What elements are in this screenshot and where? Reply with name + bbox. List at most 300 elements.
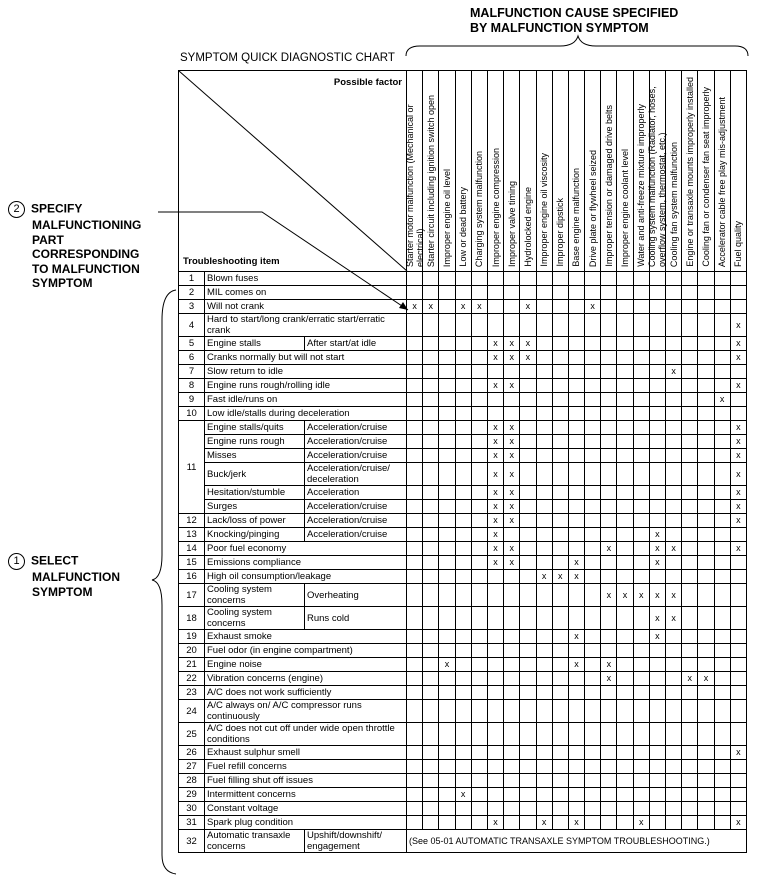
factor-cell xyxy=(568,421,584,435)
factor-cell xyxy=(698,337,714,351)
factor-cell xyxy=(520,774,536,788)
factor-mark: x xyxy=(730,351,746,365)
factor-cell xyxy=(617,435,633,449)
factor-cell xyxy=(601,700,617,723)
factor-cell xyxy=(568,379,584,393)
factor-cell xyxy=(552,760,568,774)
factor-cell xyxy=(439,788,455,802)
table-row xyxy=(179,407,747,421)
factor-cell xyxy=(730,365,746,379)
factor-cell xyxy=(601,686,617,700)
factor-cell xyxy=(536,435,552,449)
factor-mark: x xyxy=(407,300,423,314)
factor-label: Engine or transaxle mounts improperly installed xyxy=(684,77,695,267)
table-row xyxy=(179,700,747,723)
factor-cell xyxy=(633,272,649,286)
factor-label: Base engine malfunction xyxy=(571,168,582,267)
factor-cell xyxy=(714,644,730,658)
factor-label: Accelerator cable free play mis-adjustment xyxy=(717,96,728,267)
symptom-item: Surges xyxy=(205,500,305,514)
factor-cell xyxy=(520,802,536,816)
factor-cell xyxy=(649,379,665,393)
factor-cell xyxy=(585,700,601,723)
factor-cell xyxy=(455,644,471,658)
table-row xyxy=(179,500,747,514)
factor-cell xyxy=(487,760,503,774)
factor-cell xyxy=(536,760,552,774)
factor-cell xyxy=(536,407,552,421)
factor-cell xyxy=(649,486,665,500)
factor-cell xyxy=(439,314,455,337)
factor-cell xyxy=(504,658,520,672)
factor-cell xyxy=(601,760,617,774)
factor-cell xyxy=(536,788,552,802)
table-row xyxy=(179,300,747,314)
table-row xyxy=(179,686,747,700)
factor-cell xyxy=(407,630,423,644)
factor-cell xyxy=(520,816,536,830)
symptom-item: Fuel filling shut off issues xyxy=(205,774,407,788)
symptom-item: Constant voltage xyxy=(205,802,407,816)
factor-mark: x xyxy=(601,584,617,607)
factor-cell xyxy=(423,528,439,542)
factor-cell xyxy=(633,542,649,556)
factor-header xyxy=(487,71,503,272)
symptom-item: Knocking/pinging xyxy=(205,528,305,542)
factor-cell xyxy=(487,393,503,407)
factor-cell xyxy=(682,686,698,700)
factor-cell xyxy=(730,760,746,774)
factor-cell xyxy=(585,435,601,449)
factor-cell xyxy=(730,644,746,658)
factor-cell xyxy=(552,802,568,816)
factor-cell xyxy=(423,700,439,723)
factor-cell xyxy=(487,802,503,816)
factor-cell xyxy=(439,421,455,435)
factor-cell xyxy=(698,700,714,723)
symptom-condition: Runs cold xyxy=(305,607,407,630)
factor-cell xyxy=(439,463,455,486)
factor-cell xyxy=(568,723,584,746)
factor-cell xyxy=(552,816,568,830)
factor-cell xyxy=(407,407,423,421)
factor-cell xyxy=(568,435,584,449)
factor-cell xyxy=(714,556,730,570)
factor-cell xyxy=(649,788,665,802)
factor-cell xyxy=(568,286,584,300)
factor-mark: x xyxy=(730,514,746,528)
factor-cell xyxy=(666,700,682,723)
factor-mark: x xyxy=(487,421,503,435)
factor-cell xyxy=(633,486,649,500)
factor-cell xyxy=(666,286,682,300)
table-row xyxy=(179,449,747,463)
factor-cell xyxy=(423,486,439,500)
factor-cell xyxy=(633,802,649,816)
factor-cell xyxy=(455,379,471,393)
factor-cell xyxy=(455,542,471,556)
factor-cell xyxy=(471,314,487,337)
factor-header xyxy=(504,71,520,272)
factor-label: Improper engine compression xyxy=(490,147,501,267)
factor-cell xyxy=(423,435,439,449)
factor-cell xyxy=(585,421,601,435)
factor-cell xyxy=(617,365,633,379)
factor-cell xyxy=(682,314,698,337)
factor-mark: x xyxy=(666,542,682,556)
table-row xyxy=(179,351,747,365)
factor-cell xyxy=(714,449,730,463)
factor-header xyxy=(698,71,714,272)
factor-cell xyxy=(423,514,439,528)
factor-cell xyxy=(487,314,503,337)
factor-cell xyxy=(407,272,423,286)
factor-cell xyxy=(682,570,698,584)
factor-cell xyxy=(617,449,633,463)
factor-cell xyxy=(487,788,503,802)
symptom-condition: Acceleration xyxy=(305,486,407,500)
troubleshooting-item-label: Troubleshooting item xyxy=(183,256,280,267)
factor-cell xyxy=(714,365,730,379)
factor-mark: x xyxy=(504,542,520,556)
table-row xyxy=(179,272,747,286)
factor-cell xyxy=(633,379,649,393)
row-number: 16 xyxy=(179,570,205,584)
factor-mark: x xyxy=(487,556,503,570)
factor-cell xyxy=(601,486,617,500)
factor-cell xyxy=(633,570,649,584)
factor-cell xyxy=(666,379,682,393)
factor-cell xyxy=(455,816,471,830)
factor-cell xyxy=(714,760,730,774)
factor-cell xyxy=(633,788,649,802)
factor-cell xyxy=(601,449,617,463)
factor-cell xyxy=(423,314,439,337)
factor-cell xyxy=(455,686,471,700)
factor-cell xyxy=(585,570,601,584)
factor-cell xyxy=(520,542,536,556)
factor-mark: x xyxy=(520,337,536,351)
symptom-item: MIL comes on xyxy=(205,286,407,300)
symptom-item: Blown fuses xyxy=(205,272,407,286)
table-row xyxy=(179,570,747,584)
factor-cell xyxy=(407,528,423,542)
row-number: 32 xyxy=(179,830,205,853)
factor-cell xyxy=(666,760,682,774)
symptom-condition: Upshift/downshift/ engagement xyxy=(305,830,407,853)
factor-mark: x xyxy=(617,584,633,607)
factor-cell xyxy=(552,421,568,435)
factor-cell xyxy=(568,463,584,486)
factor-cell xyxy=(455,272,471,286)
factor-cell xyxy=(601,314,617,337)
factor-mark: x xyxy=(730,435,746,449)
symptom-item: Poor fuel economy xyxy=(205,542,407,556)
factor-mark: x xyxy=(471,300,487,314)
factor-cell xyxy=(520,486,536,500)
factor-cell xyxy=(730,528,746,542)
factor-cell xyxy=(407,644,423,658)
factor-cell xyxy=(633,514,649,528)
factor-cell xyxy=(568,760,584,774)
factor-cell xyxy=(714,584,730,607)
factor-cell xyxy=(666,337,682,351)
factor-cell xyxy=(714,630,730,644)
factor-cell xyxy=(649,351,665,365)
factor-mark: x xyxy=(487,816,503,830)
factor-cell xyxy=(568,514,584,528)
factor-cell xyxy=(552,286,568,300)
factor-cell xyxy=(407,556,423,570)
factor-cell xyxy=(536,449,552,463)
factor-cell xyxy=(682,337,698,351)
symptom-condition: Acceleration/cruise xyxy=(305,449,407,463)
factor-cell xyxy=(504,723,520,746)
factor-cell xyxy=(666,351,682,365)
factor-cell xyxy=(649,746,665,760)
factor-label: Improper valve timing xyxy=(506,180,517,267)
factor-cell xyxy=(698,314,714,337)
factor-cell xyxy=(617,556,633,570)
factor-cell xyxy=(633,300,649,314)
factor-cell xyxy=(471,723,487,746)
factor-cell xyxy=(698,723,714,746)
factor-cell xyxy=(423,802,439,816)
symptom-item: Automatic transaxle concerns xyxy=(205,830,305,853)
factor-cell xyxy=(504,300,520,314)
factor-cell xyxy=(714,421,730,435)
factor-cell xyxy=(536,528,552,542)
factor-cell xyxy=(520,435,536,449)
factor-cell xyxy=(601,407,617,421)
factor-cell xyxy=(601,500,617,514)
factor-cell xyxy=(568,528,584,542)
factor-cell xyxy=(471,337,487,351)
factor-cell xyxy=(649,686,665,700)
factor-cell xyxy=(649,449,665,463)
factor-cell xyxy=(568,802,584,816)
factor-cell xyxy=(552,449,568,463)
factor-cell xyxy=(585,607,601,630)
table-row xyxy=(179,379,747,393)
factor-cell xyxy=(568,686,584,700)
table-row xyxy=(179,556,747,570)
factor-cell xyxy=(666,421,682,435)
symptom-condition: Overheating xyxy=(305,584,407,607)
factor-cell xyxy=(455,486,471,500)
factor-cell xyxy=(682,449,698,463)
factor-cell xyxy=(536,700,552,723)
factor-cell xyxy=(487,407,503,421)
factor-mark: x xyxy=(698,672,714,686)
factor-cell xyxy=(504,393,520,407)
factor-cell xyxy=(666,393,682,407)
factor-cell xyxy=(536,421,552,435)
factor-label: Improper engine oil viscosity xyxy=(539,153,550,267)
table-body xyxy=(179,272,747,853)
factor-cell xyxy=(471,542,487,556)
factor-cell xyxy=(423,584,439,607)
symptom-item: Spark plug condition xyxy=(205,816,407,830)
factor-cell xyxy=(439,644,455,658)
row-number: 5 xyxy=(179,337,205,351)
factor-label: Cooling fan system malfunction xyxy=(668,141,679,267)
factor-header xyxy=(439,71,455,272)
factor-cell xyxy=(585,723,601,746)
row-number: 27 xyxy=(179,760,205,774)
factor-mark: x xyxy=(649,607,665,630)
row-number: 8 xyxy=(179,379,205,393)
factor-cell xyxy=(568,542,584,556)
factor-cell xyxy=(649,760,665,774)
factor-mark: x xyxy=(552,570,568,584)
factor-cell xyxy=(471,760,487,774)
factor-cell xyxy=(585,630,601,644)
factor-mark: x xyxy=(568,816,584,830)
factor-cell xyxy=(601,746,617,760)
factor-cell xyxy=(682,286,698,300)
factor-cell xyxy=(714,514,730,528)
callout-text: SPECIFY xyxy=(31,201,83,216)
factor-cell xyxy=(471,407,487,421)
factor-cell xyxy=(666,774,682,788)
factor-cell xyxy=(439,528,455,542)
factor-cell xyxy=(698,435,714,449)
table-row xyxy=(179,393,747,407)
factor-cell xyxy=(423,760,439,774)
table-row xyxy=(179,746,747,760)
factor-cell xyxy=(423,449,439,463)
symptom-item: Fast idle/runs on xyxy=(205,393,407,407)
factor-cell xyxy=(423,286,439,300)
factor-cell xyxy=(504,314,520,337)
factor-cell xyxy=(698,300,714,314)
factor-cell xyxy=(455,514,471,528)
factor-cell xyxy=(682,746,698,760)
symptom-item: Engine noise xyxy=(205,658,407,672)
factor-cell xyxy=(455,449,471,463)
factor-cell xyxy=(455,528,471,542)
factor-cell xyxy=(682,500,698,514)
symptom-item: Hard to start/long crank/erratic start/erratic crank xyxy=(205,314,407,337)
factor-cell xyxy=(407,421,423,435)
factor-cell xyxy=(730,774,746,788)
factor-cell xyxy=(504,570,520,584)
factor-cell xyxy=(455,407,471,421)
factor-cell xyxy=(649,463,665,486)
table-row xyxy=(179,486,747,500)
factor-cell xyxy=(520,630,536,644)
factor-cell xyxy=(666,630,682,644)
factor-mark: x xyxy=(649,556,665,570)
factor-cell xyxy=(407,286,423,300)
factor-cell xyxy=(552,528,568,542)
factor-cell xyxy=(585,500,601,514)
factor-mark: x xyxy=(536,570,552,584)
factor-cell xyxy=(666,435,682,449)
factor-cell xyxy=(536,337,552,351)
factor-cell xyxy=(617,514,633,528)
factor-cell xyxy=(617,570,633,584)
callout-number: 1 xyxy=(8,553,25,570)
factor-cell xyxy=(520,514,536,528)
factor-cell xyxy=(666,686,682,700)
factor-cell xyxy=(682,630,698,644)
table-header-row xyxy=(179,71,747,272)
factor-cell xyxy=(730,607,746,630)
factor-cell xyxy=(568,672,584,686)
factor-cell xyxy=(617,700,633,723)
factor-cell xyxy=(633,407,649,421)
factor-cell xyxy=(536,658,552,672)
factor-cell xyxy=(585,286,601,300)
symptom-item: Fuel refill concerns xyxy=(205,760,407,774)
factor-cell xyxy=(617,486,633,500)
factor-mark: x xyxy=(487,500,503,514)
factor-cell xyxy=(698,272,714,286)
factor-cell xyxy=(682,528,698,542)
factor-cell xyxy=(407,607,423,630)
factor-cell xyxy=(633,314,649,337)
factor-cell xyxy=(504,365,520,379)
factor-cell xyxy=(439,393,455,407)
factor-cell xyxy=(471,607,487,630)
factor-cell xyxy=(407,514,423,528)
factor-cell xyxy=(520,672,536,686)
factor-cell xyxy=(536,802,552,816)
factor-cell xyxy=(471,514,487,528)
factor-cell xyxy=(682,365,698,379)
factor-cell xyxy=(730,300,746,314)
factor-mark: x xyxy=(666,584,682,607)
factor-cell xyxy=(617,337,633,351)
factor-cell xyxy=(617,723,633,746)
factor-cell xyxy=(585,556,601,570)
factor-label: Cooling fan or condenser fan seat improperly xyxy=(700,87,711,267)
diagnostic-table xyxy=(178,70,747,853)
factor-cell xyxy=(423,644,439,658)
row-number: 11 xyxy=(179,421,205,514)
factor-mark: x xyxy=(504,421,520,435)
factor-cell xyxy=(520,700,536,723)
factor-cell xyxy=(682,421,698,435)
factor-cell xyxy=(536,746,552,760)
factor-cell xyxy=(633,630,649,644)
table-row xyxy=(179,658,747,672)
factor-cell xyxy=(698,365,714,379)
factor-cell xyxy=(698,421,714,435)
symptom-item: Engine stalls xyxy=(205,337,305,351)
factor-cell xyxy=(487,774,503,788)
factor-cell xyxy=(585,686,601,700)
symptom-condition: Acceleration/cruise xyxy=(305,528,407,542)
factor-cell xyxy=(617,286,633,300)
factor-cell xyxy=(698,351,714,365)
factor-cell xyxy=(471,816,487,830)
row-number: 30 xyxy=(179,802,205,816)
factor-cell xyxy=(471,686,487,700)
row-number: 31 xyxy=(179,816,205,830)
factor-cell xyxy=(536,365,552,379)
factor-cell xyxy=(649,300,665,314)
factor-label: Low or dead battery xyxy=(458,187,469,267)
factor-cell xyxy=(714,407,730,421)
factor-cell xyxy=(698,528,714,542)
factor-header xyxy=(682,71,698,272)
factor-cell xyxy=(682,556,698,570)
factor-cell xyxy=(407,570,423,584)
factor-cell xyxy=(633,760,649,774)
